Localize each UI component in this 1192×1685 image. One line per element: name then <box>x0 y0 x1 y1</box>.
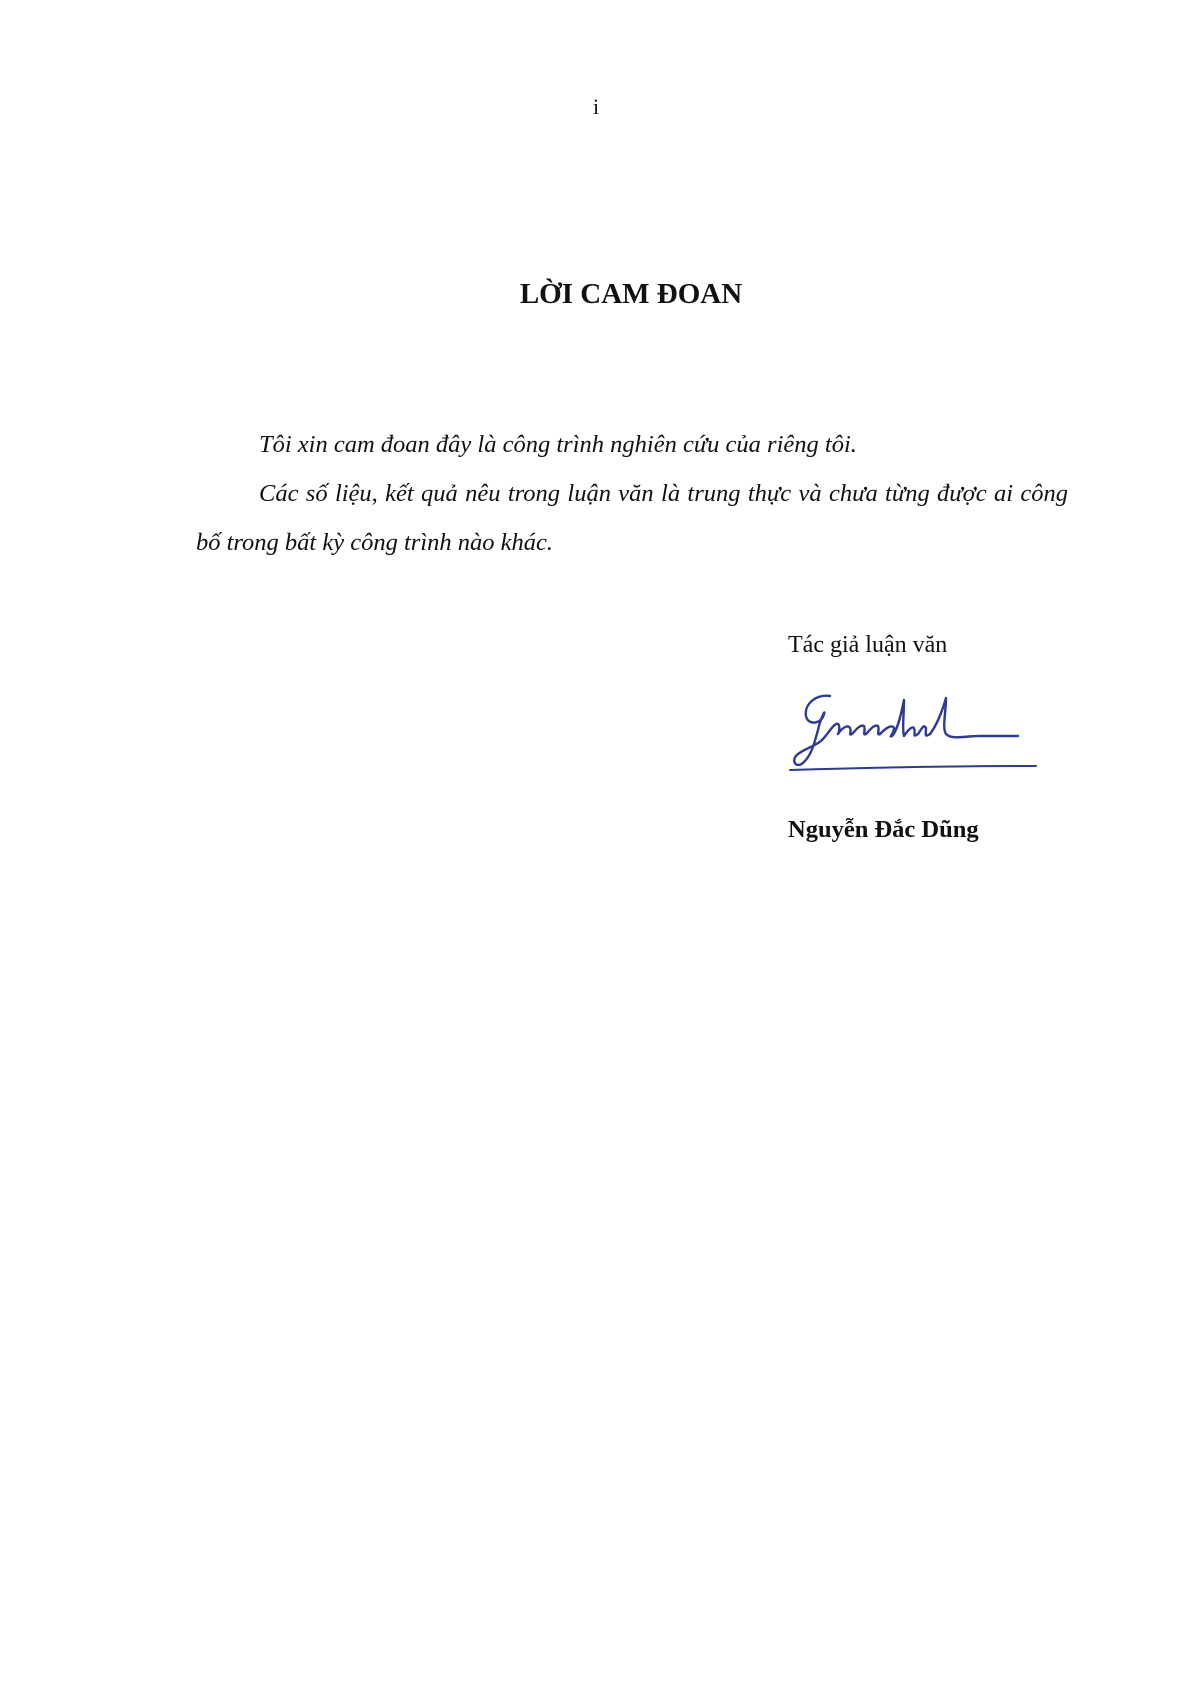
author-label: Tác giả luận văn <box>788 632 948 658</box>
declaration-paragraph-1: Tôi xin cam đoan đây là công trình nghiên cứu của riêng tôi. <box>259 431 857 458</box>
author-name: Nguyễn Đắc Dũng <box>788 816 979 843</box>
declaration-text <box>196 420 1068 567</box>
signature-image <box>786 690 1040 778</box>
page-title: LỜI CAM ĐOAN <box>519 278 743 310</box>
page-number: i <box>592 94 600 119</box>
declaration-paragraph-2: Các số liệu, kết quả nêu trong luận văn là trung thực và chưa từng được ai công bố trong bất kỳ công trình nào khác. <box>196 480 1068 556</box>
